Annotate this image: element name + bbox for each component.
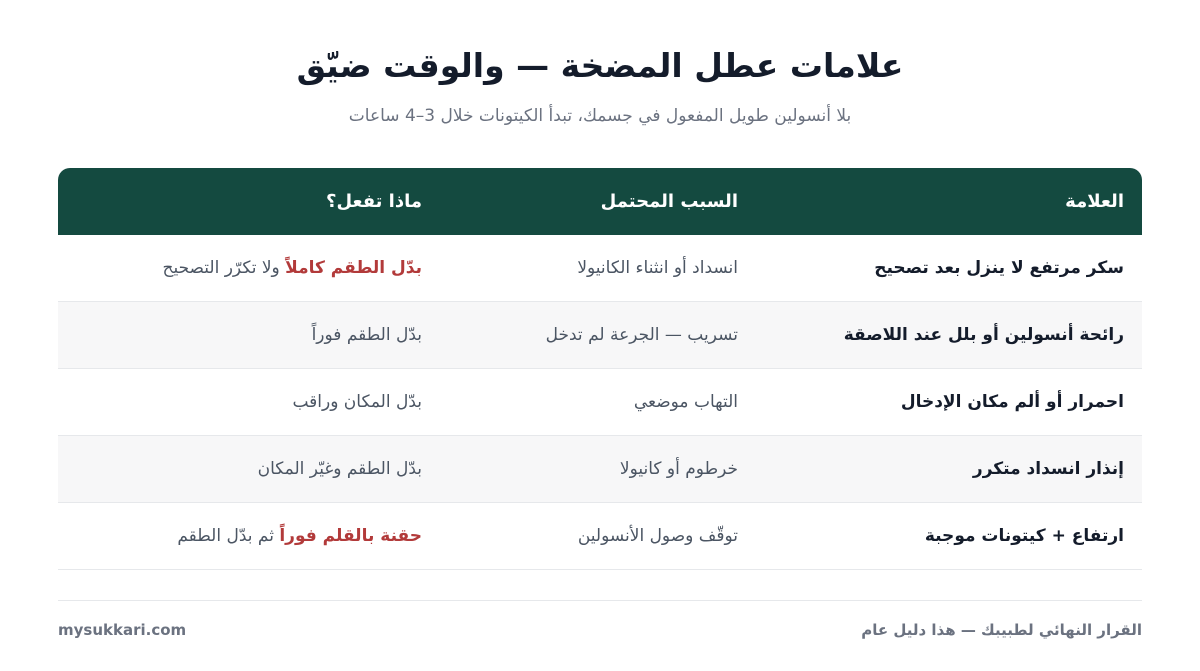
cause-cell: توقّف وصول الأنسولين	[577, 526, 738, 546]
table-header	[58, 168, 1142, 235]
action-text: بدّل المكان وراقب	[292, 392, 422, 412]
action-text: ولا تكرّر التصحيح	[162, 258, 286, 278]
action-cell	[312, 302, 422, 368]
cause-cell: التهاب موضعي	[633, 392, 738, 412]
action-cell	[292, 369, 422, 435]
table-row	[58, 235, 1142, 302]
action-text: بدّل الطقم وغيّر المكان	[257, 459, 422, 479]
sign-cell: ارتفاع + كيتونات موجبة	[924, 526, 1124, 546]
footer-divider	[58, 600, 1142, 601]
column-header-cause: السبب المحتمل	[600, 191, 738, 212]
table-row	[58, 302, 1142, 369]
cause-cell: تسريب — الجرعة لم تدخل	[545, 325, 738, 345]
action-highlight: بدّل الطقم كاملاً	[285, 258, 422, 278]
action-cell	[177, 503, 422, 569]
column-header-sign: العلامة	[1065, 191, 1124, 212]
action-cell	[162, 235, 422, 301]
footer-site-link[interactable]: mysukkari.com	[58, 621, 187, 639]
sign-cell: رائحة أنسولين أو بلل عند اللاصقة	[843, 325, 1124, 345]
action-text: ثم بدّل الطقم	[177, 526, 280, 546]
table-row	[58, 503, 1142, 570]
signs-table	[58, 168, 1142, 570]
action-text: بدّل الطقم فوراً	[311, 325, 422, 345]
table-row	[58, 436, 1142, 503]
cause-cell: انسداد أو انثناء الكانيولا	[577, 258, 738, 278]
page-subtitle: بلا أنسولين طويل المفعول في جسمك، تبدأ الكيتونات خلال 3–4 ساعات	[348, 106, 852, 126]
sign-cell: احمرار أو ألم مكان الإدخال	[900, 392, 1124, 412]
sign-cell: إنذار انسداد متكرر	[972, 459, 1124, 479]
column-header-action: ماذا تفعل؟	[326, 191, 422, 212]
table-row	[58, 369, 1142, 436]
sign-cell: سكر مرتفع لا ينزل بعد تصحيح	[874, 258, 1124, 278]
action-highlight: حقنة بالقلم فوراً	[279, 526, 422, 546]
page-title: علامات عطل المضخة — والوقت ضيّق	[296, 46, 904, 85]
action-cell	[258, 436, 422, 502]
footer-disclaimer: القرار النهائي لطبيبك — هذا دليل عام	[861, 621, 1142, 639]
cause-cell: خرطوم أو كانيولا	[619, 459, 738, 479]
